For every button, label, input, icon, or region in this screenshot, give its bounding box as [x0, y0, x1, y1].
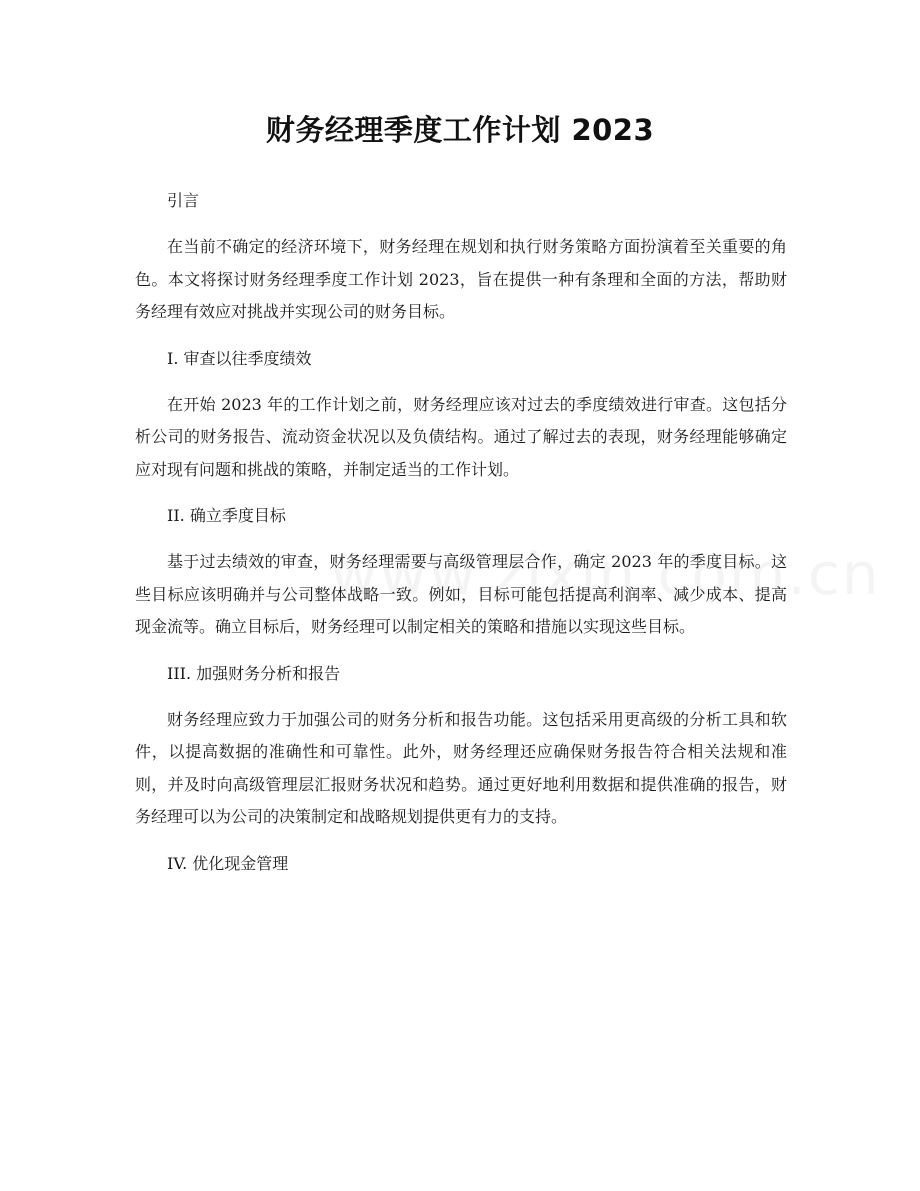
document-title: 财务经理季度工作计划 2023 [265, 113, 655, 147]
paragraph-1: 在开始 2023 年的工作计划之前，财务经理应该对过去的季度绩效进行审查。这包括分析公司的财务报告、流动资金状况以及负债结构。通过了解过去的表现，财务经理能够确定应对现有问题和挑战的策略，并制定适当的工作计划。 [135, 394, 787, 479]
section-heading-intro: 引言 [167, 191, 200, 210]
document-body [135, 185, 787, 880]
section-heading-2: II. 确立季度目标 [167, 506, 286, 525]
section-heading-1: I. 审查以往季度绩效 [167, 348, 312, 368]
section-heading-4: IV. 优化现金管理 [167, 853, 289, 873]
paragraph-3: 财务经理应致力于加强公司的财务分析和报告功能。这包括采用更高级的分析工具和软件，以提高数据的准确性和可靠性。此外，财务经理还应确保财务报告符合相关法规和准则，并及时向高级管理层汇报财务状况和趋势。通过更好地利用数据和提供准确的报告，财务经理可以为公司的决策制定和战略规划提供更有力的支持。 [135, 709, 787, 826]
paragraph-intro: 在当前不确定的经济环境下，财务经理在规划和执行财务策略方面扮演着至关重要的角色。本文将探讨财务经理季度工作计划 2023，旨在提供一种有条理和全面的方法，帮助财务经理有效应对挑战并实现公司的财务目标。 [135, 237, 787, 321]
paragraph-2: 基于过去绩效的审查，财务经理需要与高级管理层合作，确定 2023 年的季度目标。这些目标应该明确并与公司整体战略一致。例如，目标可能包括提高利润率、减少成本、提高现金流等。确立目标后，财务经理可以制定相关的策略和措施以实现这些目标。 [135, 552, 787, 636]
section-heading-3: III. 加强财务分析和报告 [167, 663, 341, 683]
